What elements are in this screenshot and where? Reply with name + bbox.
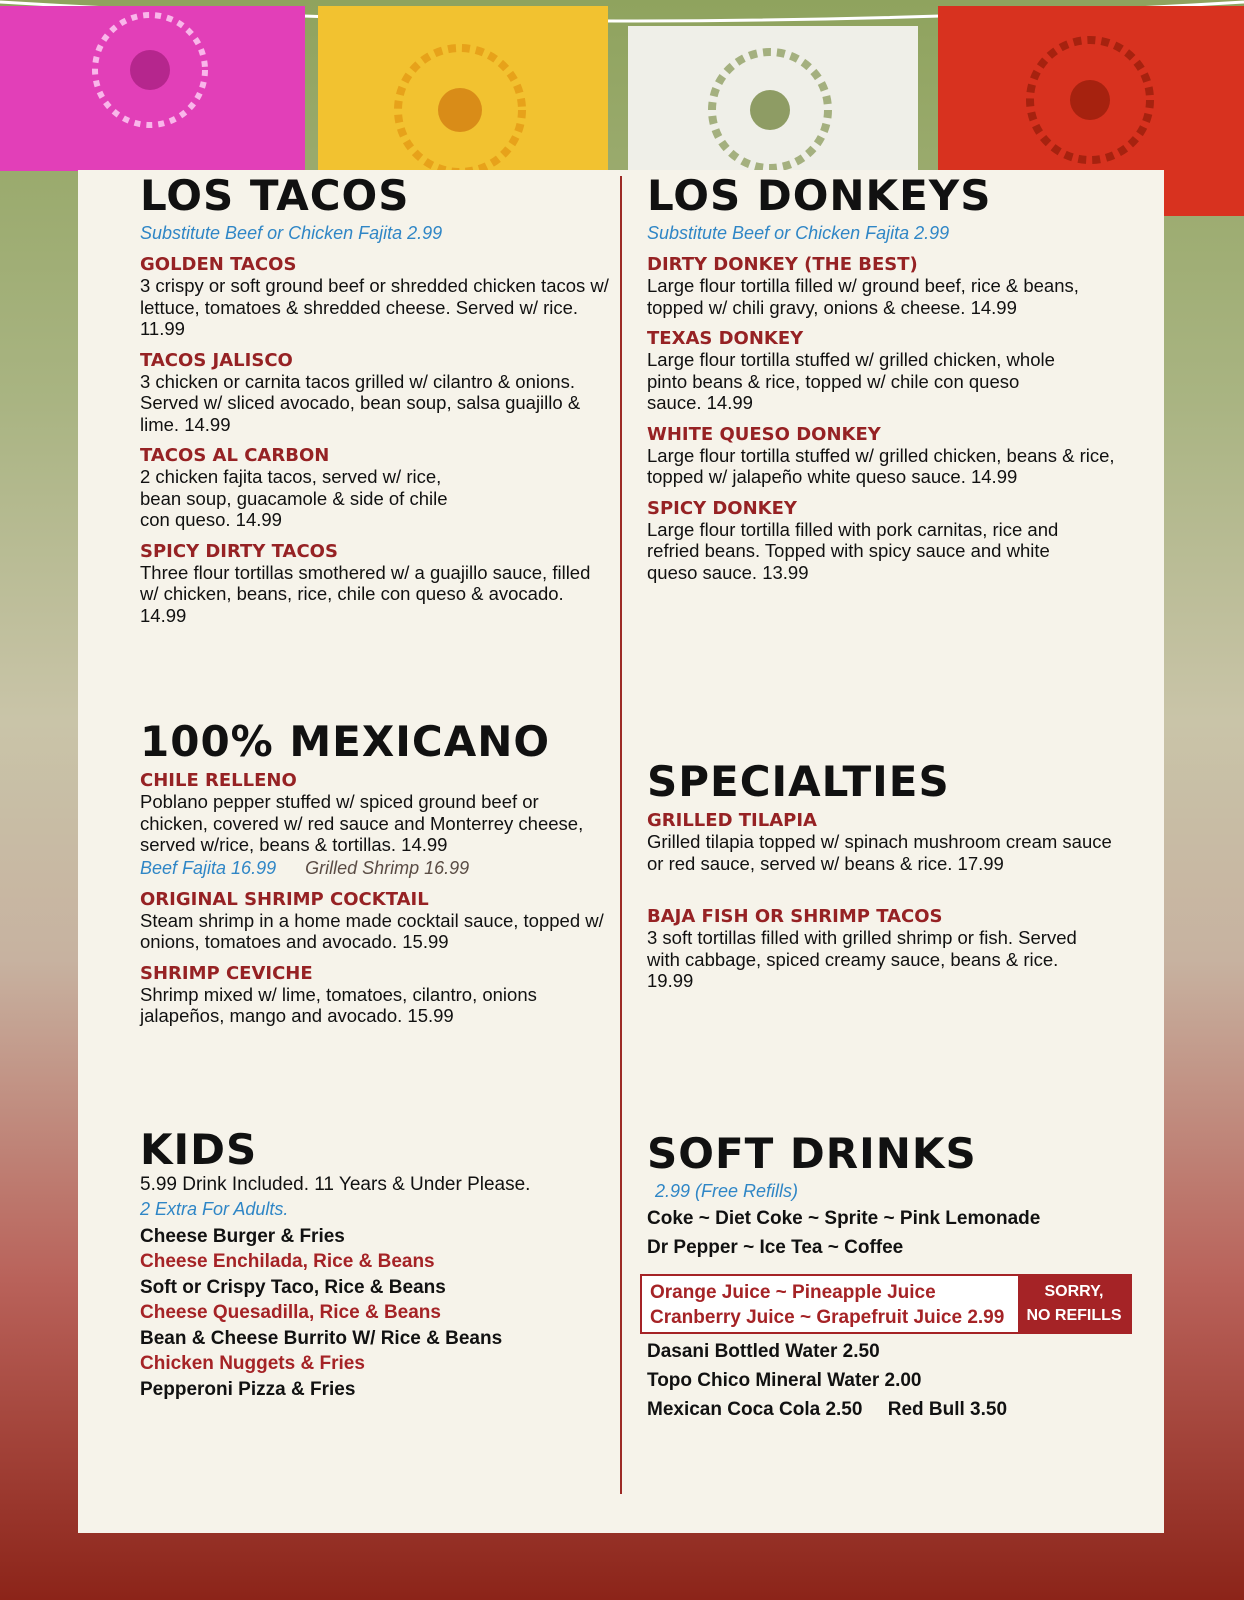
badge-line: SORRY, [1044, 1283, 1104, 1300]
item-description: 3 crispy or soft ground beef or shredded chicken tacos w/ lettuce, tomatoes & shredded cheese. Served w/ rice. 11.99 [140, 275, 609, 339]
item-description: 2 chicken fajita tacos, served w/ rice, bean soup, guacamole & side of chile con queso. 14.99 [140, 466, 448, 530]
menu-item [647, 424, 1117, 488]
kids-list [140, 1224, 610, 1403]
section-title: KIDS [140, 1125, 258, 1174]
drinks-line: Topo Chico Mineral Water 2.00 [647, 1370, 922, 1391]
refills-note: 2.99 (Free Refills) [655, 1181, 799, 1201]
item-description: Steam shrimp in a home made cocktail sauce, topped w/ onions, tomatoes and avocado. 15.99 [140, 909, 604, 952]
menu-item [647, 498, 1117, 584]
section-los-tacos [140, 172, 610, 626]
option-beef-fajita: Beef Fajita 16.99 [140, 857, 277, 878]
menu-item [647, 254, 1117, 318]
item-name: SPICY DONKEY [647, 497, 797, 519]
menu-item [647, 328, 1117, 414]
drinks-line: Dr Pepper ~ Ice Tea ~ Coffee [647, 1237, 904, 1258]
no-refills-badge [1018, 1276, 1130, 1332]
item-name: BAJA FISH OR SHRIMP TACOS [647, 906, 943, 927]
item-description: Large flour tortilla filled w/ ground beef, rice & beans, topped w/ chili gravy, onions & cheese. 14.99 [647, 275, 1079, 318]
menu-item [140, 254, 610, 340]
substitute-note: Substitute Beef or Chicken Fajita 2.99 [647, 223, 950, 243]
section-kids [140, 1126, 610, 1402]
kids-info: 5.99 Drink Included. 11 Years & Under Please. [140, 1174, 531, 1195]
menu-item [140, 541, 610, 627]
item-name: CHILE RELLENO [140, 770, 297, 791]
item-description: Large flour tortilla stuffed w/ grilled chicken, whole pinto beans & rice, topped w/ chile con queso sauce. 14.99 [647, 349, 1055, 413]
juice-box [640, 1274, 1132, 1334]
red-bull-item: Red Bull 3.50 [887, 1399, 1008, 1420]
drinks-line: Dasani Bottled Water 2.50 [647, 1341, 880, 1362]
section-title: 100% MEXICANO [140, 717, 551, 766]
list-item: Cheese Quesadilla, Rice & Beans [140, 1302, 441, 1323]
pink-flag [0, 6, 305, 171]
menu-item [140, 770, 610, 879]
list-item: Soft or Crispy Taco, Rice & Beans [140, 1276, 446, 1298]
item-description: Three flour tortillas smothered w/ a guajillo sauce, filled w/ chicken, beans, rice, chile con queso & avocado. 14.99 [140, 561, 591, 626]
section-specialties [647, 758, 1117, 992]
water-list [647, 1337, 1127, 1424]
section-title: SPECIALTIES [647, 757, 950, 806]
item-name: SPICY DIRTY TACOS [140, 540, 338, 562]
list-item: Cheese Enchilada, Rice & Beans [140, 1251, 435, 1272]
item-name: TACOS JALISCO [140, 349, 293, 371]
section-title: LOS TACOS [140, 171, 410, 220]
coca-cola-item: Mexican Coca Cola 2.50 [647, 1399, 863, 1420]
item-name: TEXAS DONKEY [647, 328, 804, 349]
item-description: Grilled tilapia topped w/ spinach mushroom cream sauce or red sauce, served w/ beans & rice. 17.99 [647, 831, 1112, 874]
option-grilled-shrimp: Grilled Shrimp 16.99 [305, 857, 470, 878]
section-title: SOFT DRINKS [647, 1129, 977, 1178]
section-title: LOS DONKEYS [647, 171, 992, 220]
menu-item [140, 445, 610, 531]
badge-line: NO REFILLS [1026, 1307, 1122, 1324]
menu-item [647, 810, 1117, 874]
item-description: 3 soft tortillas filled with grilled shrimp or fish. Served with cabbage, spiced creamy sauce, beans & rice. 19.99 [647, 927, 1077, 991]
list-item: Cheese Burger & Fries [140, 1225, 345, 1247]
item-description: Poblano pepper stuffed w/ spiced ground beef or chicken, covered w/ red sauce and Monterrey cheese, served w/rice, beans & tortillas. 14.99 [140, 791, 584, 855]
item-name: TACOS AL CARBON [140, 445, 330, 466]
list-item: Pepperoni Pizza & Fries [140, 1378, 356, 1400]
column-divider [620, 176, 622, 1494]
section-mexicano [140, 718, 610, 1027]
drinks-line: Coke ~ Diet Coke ~ Sprite ~ Pink Lemonade [647, 1208, 1041, 1229]
item-name: GRILLED TILAPIA [647, 810, 817, 831]
item-description: 3 chicken or carnita tacos grilled w/ cilantro & onions. Served w/ sliced avocado, bean soup, salsa guajillo & lime. 14.99 [140, 370, 581, 435]
section-los-donkeys [647, 172, 1117, 583]
item-description: Shrimp mixed w/ lime, tomatoes, cilantro, onions jalapeños, mango and avocado. 15.99 [140, 983, 537, 1026]
drinks-line [647, 1395, 1127, 1424]
item-options [140, 858, 610, 879]
menu-item [140, 963, 610, 1027]
drinks-list [647, 1204, 1127, 1262]
item-name: GOLDEN TACOS [140, 254, 297, 275]
list-item: Chicken Nuggets & Fries [140, 1353, 365, 1374]
item-name: WHITE QUESO DONKEY [647, 423, 881, 445]
menu-item [140, 889, 610, 953]
juice-list [650, 1280, 1004, 1330]
juice-line: Orange Juice ~ Pineapple Juice [650, 1282, 936, 1303]
menu-item [647, 906, 1117, 992]
juice-line: Cranberry Juice ~ Grapefruit Juice 2.99 [650, 1307, 1005, 1328]
item-name: DIRTY DONKEY (THE BEST) [647, 254, 918, 275]
menu-item [140, 350, 610, 436]
substitute-note: Substitute Beef or Chicken Fajita 2.99 [140, 223, 443, 243]
list-item: Bean & Cheese Burrito W/ Rice & Beans [140, 1327, 503, 1349]
item-description: Large flour tortilla stuffed w/ grilled chicken, beans & rice, topped w/ jalapeño white queso sauce. 14.99 [647, 444, 1115, 487]
item-description: Large flour tortilla filled with pork carnitas, rice and refried beans. Topped with spicy sauce and white queso sauce. 13.99 [647, 518, 1059, 583]
item-name: ORIGINAL SHRIMP COCKTAIL [140, 888, 429, 910]
section-soft-drinks [647, 1130, 1127, 1262]
adults-note: 2 Extra For Adults. [140, 1198, 289, 1219]
item-name: SHRIMP CEVICHE [140, 962, 313, 984]
